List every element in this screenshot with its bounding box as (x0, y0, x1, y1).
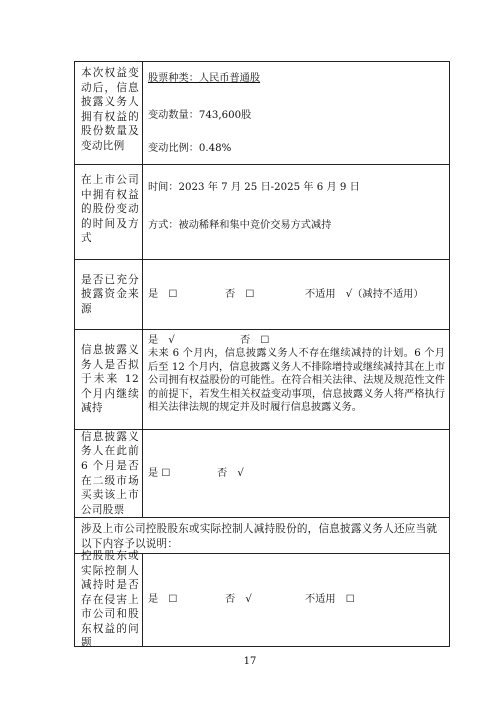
label-plan-increase: 信息披露义务人是否拟于未来 12 个月内继续减持 (75, 330, 143, 429)
stock-type: 股票种类：人民币普通股 (148, 73, 261, 84)
row-controller-harm (75, 549, 449, 650)
change-time: 时间：2023 年 7 月 25 日-2025 年 6 月 9 日 (148, 182, 360, 193)
label-funds-disclosure: 是否已充分披露资金来源 (75, 260, 143, 329)
disclosure-table (74, 61, 450, 650)
label-time-method: 在上市公司中拥有权益的股份变动的时间及方式 (75, 165, 143, 259)
value-equity-change (143, 62, 449, 164)
label-equity-change: 本次权益变动后，信息披露义务人拥有权益的股份数量及变动比例 (75, 62, 143, 164)
value-funds-disclosure (143, 260, 449, 329)
row-time-method (75, 165, 449, 260)
value-prior-trading (143, 430, 449, 517)
harm-yes-option: 是 ☐ (148, 594, 178, 605)
value-controller-harm (143, 554, 449, 646)
harm-no-option: 否 √ (225, 594, 252, 605)
plan-no-option: 否 ☐ (240, 335, 270, 346)
plan-detail: 未来 6 个月内，信息披露义务人不存在继续减持的计划。6 个月后至 12 个月内，信息披露义务人不排除增持或继续减持其在上市公司拥有权益股份的可能性。在符合相关法律、法规及规范性文件的前提下，若发生相关权益变动事项，信息披露义务人将严格执行相关法律法规的规定并及时履行信息披露义务。 (148, 348, 445, 414)
funds-na-option: 不适用 √（减持不适用） (305, 289, 424, 300)
row-plan-increase (75, 330, 449, 430)
change-method: 方式：被动稀释和集中竞价交易方式减持 (148, 220, 332, 231)
row-funds-disclosure (75, 260, 449, 330)
page-number: 17 (243, 656, 257, 667)
value-time-method (143, 165, 449, 259)
value-plan-increase (143, 330, 449, 429)
row-equity-change (75, 62, 449, 165)
funds-yes-option: 是 ☐ (148, 289, 178, 300)
plan-yes-option: 是 √ (148, 335, 175, 346)
change-quantity: 变动数量：743,600股 (148, 110, 252, 121)
controller-note-text: 涉及上市公司控股股东或实际控制人减持股份的，信息披露义务人还应当就以下内容予以说明： (81, 523, 438, 550)
change-ratio: 变动比例：0.48% (148, 143, 232, 154)
funds-no-option: 否 ☐ (225, 289, 255, 300)
trading-yes-option: 是 ☐ (148, 468, 171, 479)
row-prior-trading (75, 430, 449, 518)
harm-na-option: 不适用 ☐ (305, 594, 355, 605)
label-controller-harm: 控股股东或实际控制人减持时是否存在侵害上市公司和股东权益的问题 (75, 554, 143, 646)
trading-no-option: 否 √ (217, 468, 244, 479)
label-prior-trading: 信息披露义务人在此前 6 个月是否在二级市场买卖该上市公司股票 (75, 430, 143, 517)
